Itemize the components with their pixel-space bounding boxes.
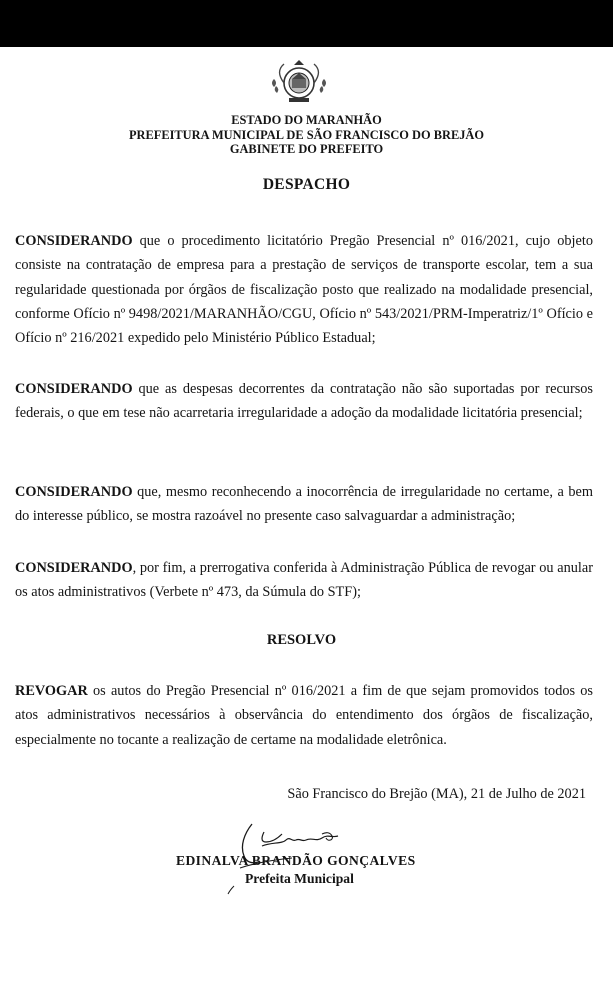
paragraph-lead: CONSIDERANDO	[15, 381, 133, 397]
document-title: DESPACHO	[262, 176, 351, 193]
header-state: ESTADO DO MARANHÃO	[231, 113, 382, 127]
signatory-role: Prefeita Municipal	[245, 871, 354, 886]
paragraph-lead: REVOGAR	[15, 683, 88, 699]
header-office: GABINETE DO PREFEITO	[229, 142, 384, 156]
considerando-paragraph-4	[15, 556, 593, 605]
paragraph-text: que o procedimento licitatório Pregão Presencial nº 016/2021, cujo objeto consiste na contratação de empresa para a prestação de serviços de transporte escolar, tem a sua regularidade questionada por órgãos de fiscalização posto que realizado na modalidade presencial, conforme Ofício nº 9498/2021/MARANHÃO/CGU, Ofício nº 543/2021/PRM-Imperatriz/1º Ofício e Ofício nº 216/2021 expedido pelo Ministério Público Estadual;	[15, 233, 593, 347]
paragraph-text: , por fim, a prerrogativa conferida à Administração Pública de revogar ou anular os atos administrativos (Verbete nº 473, da Súmula do STF);	[15, 560, 593, 601]
resolution-paragraph	[15, 679, 593, 752]
paragraph-text: que, mesmo reconhecendo a inocorrência de irregularidade no certame, a bem do interesse público, se mostra razoável no presente caso salvaguardar a administração;	[15, 484, 593, 525]
place-and-date: São Francisco do Brejão (MA), 21 de Julho de 2021	[287, 786, 586, 802]
paragraph-text: que as despesas decorrentes da contratação não são suportadas por recursos federais, o que em tese não acarretaria irregularidade a adoção da modalidade licitatória presencial;	[15, 381, 593, 422]
considerando-paragraph-3	[15, 480, 593, 529]
considerando-paragraph-2	[15, 377, 593, 426]
header-prefecture: PREFEITURA MUNICIPAL DE SÃO FRANCISCO DO BREJÃO	[128, 127, 484, 142]
resolution-title: RESOLVO	[266, 632, 337, 648]
paragraph-lead: CONSIDERANDO	[15, 233, 133, 249]
paragraph-lead: CONSIDERANDO	[15, 484, 133, 500]
municipal-seal-icon	[268, 57, 330, 107]
scan-top-bar	[0, 0, 613, 47]
paragraph-text: os autos do Pregão Presencial nº 016/2021 a fim de que sejam promovidos todos os atos administrativos necessários à observância do entendimento dos órgãos de fiscalização, especialmente no tocante a realização de certame na modalidade eletrônica.	[15, 683, 593, 748]
document-header	[0, 113, 613, 157]
paragraph-lead: CONSIDERANDO	[15, 560, 133, 576]
signatory-name: EDINALVA BRANDÃO GONÇALVES	[176, 853, 416, 868]
considerando-paragraph-1	[15, 229, 593, 350]
